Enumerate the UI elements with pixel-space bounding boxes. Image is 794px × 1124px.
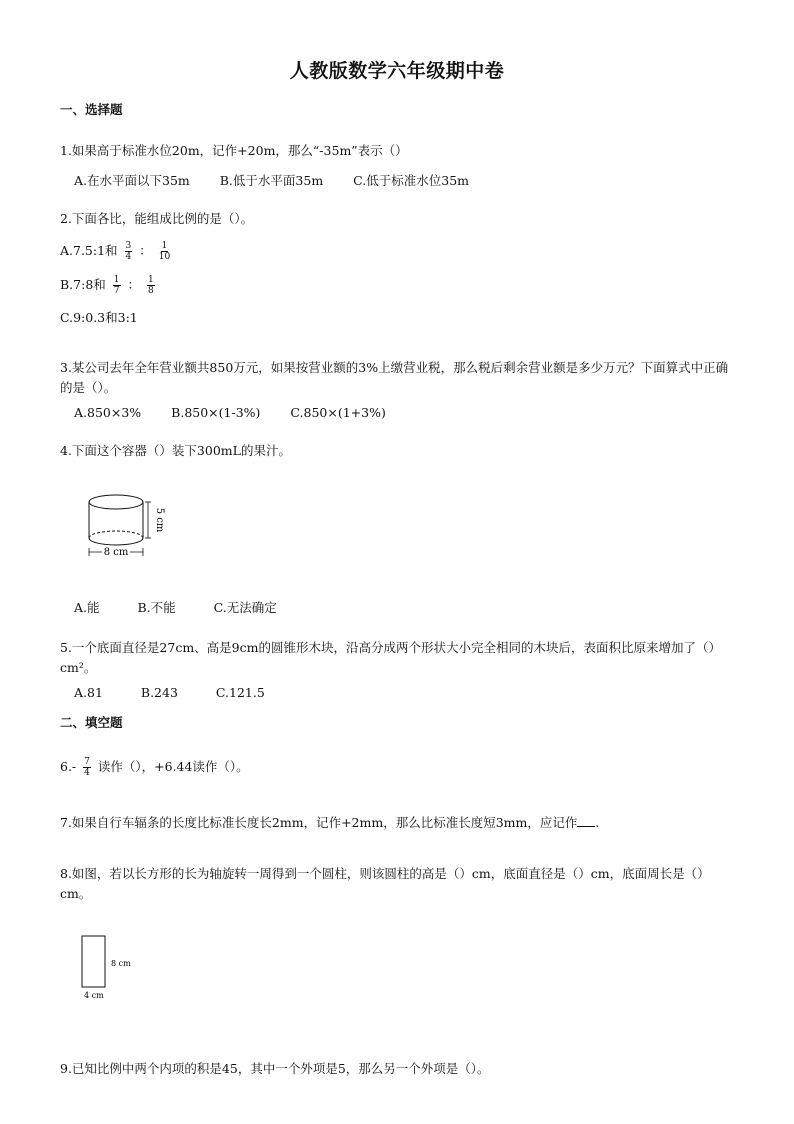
question-1-option-a[interactable]: A.在水平面以下35m bbox=[74, 173, 190, 188]
question-5-option-c[interactable]: C.121.5 bbox=[215, 685, 265, 700]
fraction-numerator: 1 bbox=[161, 241, 168, 251]
question-1-options bbox=[74, 171, 495, 191]
question-6-prefix: 6.- bbox=[60, 759, 77, 774]
question-2-option-a[interactable] bbox=[60, 241, 173, 262]
question-4-stem: 4.下面这个容器（）装下300mL的果汁。 bbox=[60, 443, 291, 458]
ratio-colon: ： bbox=[127, 277, 140, 292]
question-4-option-c[interactable]: C.无法确定 bbox=[213, 600, 277, 615]
section-heading-fill-in: 二、填空题 bbox=[60, 715, 123, 730]
rectangle-shape bbox=[82, 936, 105, 987]
question-8-stem: 8.如图，若以长方形的长为轴旋转一周得到一个圆柱，则该圆柱的高是（）cm，底面直径是（）cm，底面周长是（）cm。 bbox=[60, 866, 710, 901]
question-1-option-b[interactable]: B.低于水平面35m bbox=[219, 173, 324, 188]
question-1-option-c[interactable]: C.低于标准水位35m bbox=[353, 173, 470, 188]
question-5-stem: 5.一个底面直径是27cm、高是9cm的圆锥形木块，沿高分成两个形状大小完全相同的木块后，表面积比原来增加了（）cm²。 bbox=[60, 640, 721, 675]
question-2-stem: 2.下面各比，能组成比例的是（）。 bbox=[60, 211, 254, 226]
fraction-denominator: 7 bbox=[113, 286, 120, 296]
question-5-option-a[interactable]: A.81 bbox=[74, 685, 103, 700]
question-2-option-c[interactable]: C.9:0.3和3:1 bbox=[60, 310, 138, 325]
cylinder-bottom-front-arc bbox=[89, 538, 143, 545]
question-4-options bbox=[74, 598, 303, 618]
fraction bbox=[83, 757, 91, 778]
cylinder-bottom-back-arc bbox=[89, 531, 143, 538]
question-3-option-c[interactable]: C.850×(1+3%) bbox=[290, 405, 386, 420]
fraction-denominator: 4 bbox=[125, 252, 132, 262]
fraction-numerator: 1 bbox=[147, 275, 154, 285]
question-3-options bbox=[74, 403, 412, 423]
question-4-option-b[interactable]: B.不能 bbox=[137, 600, 176, 615]
rectangle-figure bbox=[76, 930, 146, 1006]
section-heading-choice: 一、选择题 bbox=[60, 102, 123, 117]
fraction bbox=[113, 275, 121, 296]
question-5-option-b[interactable]: B.243 bbox=[140, 685, 178, 700]
page-title: 人教版数学六年级期中卷 bbox=[289, 60, 505, 82]
fraction-denominator: 4 bbox=[84, 768, 90, 778]
ratio-colon: ： bbox=[139, 243, 152, 258]
question-3-option-b[interactable]: B.850×(1-3%) bbox=[171, 405, 261, 420]
rectangle-width-label: 4 cm bbox=[84, 991, 104, 1000]
question-1-stem: 1.如果高于标准水位20m，记作+20m，那么“-35m”表示（） bbox=[60, 143, 408, 158]
question-3-option-a[interactable]: A.850×3% bbox=[74, 405, 142, 420]
answer-blank[interactable] bbox=[577, 814, 595, 827]
fraction bbox=[125, 241, 133, 262]
cylinder-container-figure bbox=[80, 492, 170, 564]
fraction bbox=[159, 241, 170, 262]
question-5-options bbox=[74, 683, 291, 703]
cylinder-top-ellipse bbox=[89, 495, 143, 509]
question-7-end: . bbox=[595, 815, 600, 830]
fraction-denominator: 10 bbox=[158, 252, 171, 262]
question-7-text: 7.如果自行车辐条的长度比标准长度长2mm，记作+2mm，那么比标准长度短3mm，应记作 bbox=[60, 815, 578, 830]
fraction bbox=[147, 275, 155, 296]
rectangle-length-label: 8 cm bbox=[111, 959, 131, 968]
question-2-option-b[interactable] bbox=[60, 275, 158, 296]
question-4-option-a[interactable]: A.能 bbox=[74, 600, 100, 615]
option-a-text: A.7.5:1和 bbox=[60, 243, 118, 258]
height-label: 5 cm bbox=[154, 507, 165, 533]
option-b-text: B.7:8和 bbox=[60, 277, 106, 292]
question-9-stem: 9.已知比例中两个内项的积是45，其中一个外项是5，那么另一个外项是（）。 bbox=[60, 1061, 490, 1076]
question-3-stem: 3.某公司去年全年营业额共850万元，如果按营业额的3%上缴营业税，那么税后剩余营业额是多少万元？下面算式中正确的是（）。 bbox=[60, 360, 729, 395]
fraction-numerator: 7 bbox=[84, 757, 90, 767]
diameter-label: 8 cm bbox=[103, 547, 129, 558]
fraction-numerator: 3 bbox=[125, 241, 132, 251]
fraction-numerator: 1 bbox=[113, 275, 120, 285]
question-6-stem bbox=[60, 757, 249, 778]
question-7-stem bbox=[60, 813, 599, 833]
question-6-suffix: 读作（），+6.44读作（）。 bbox=[97, 759, 249, 774]
fraction-denominator: 8 bbox=[147, 286, 154, 296]
